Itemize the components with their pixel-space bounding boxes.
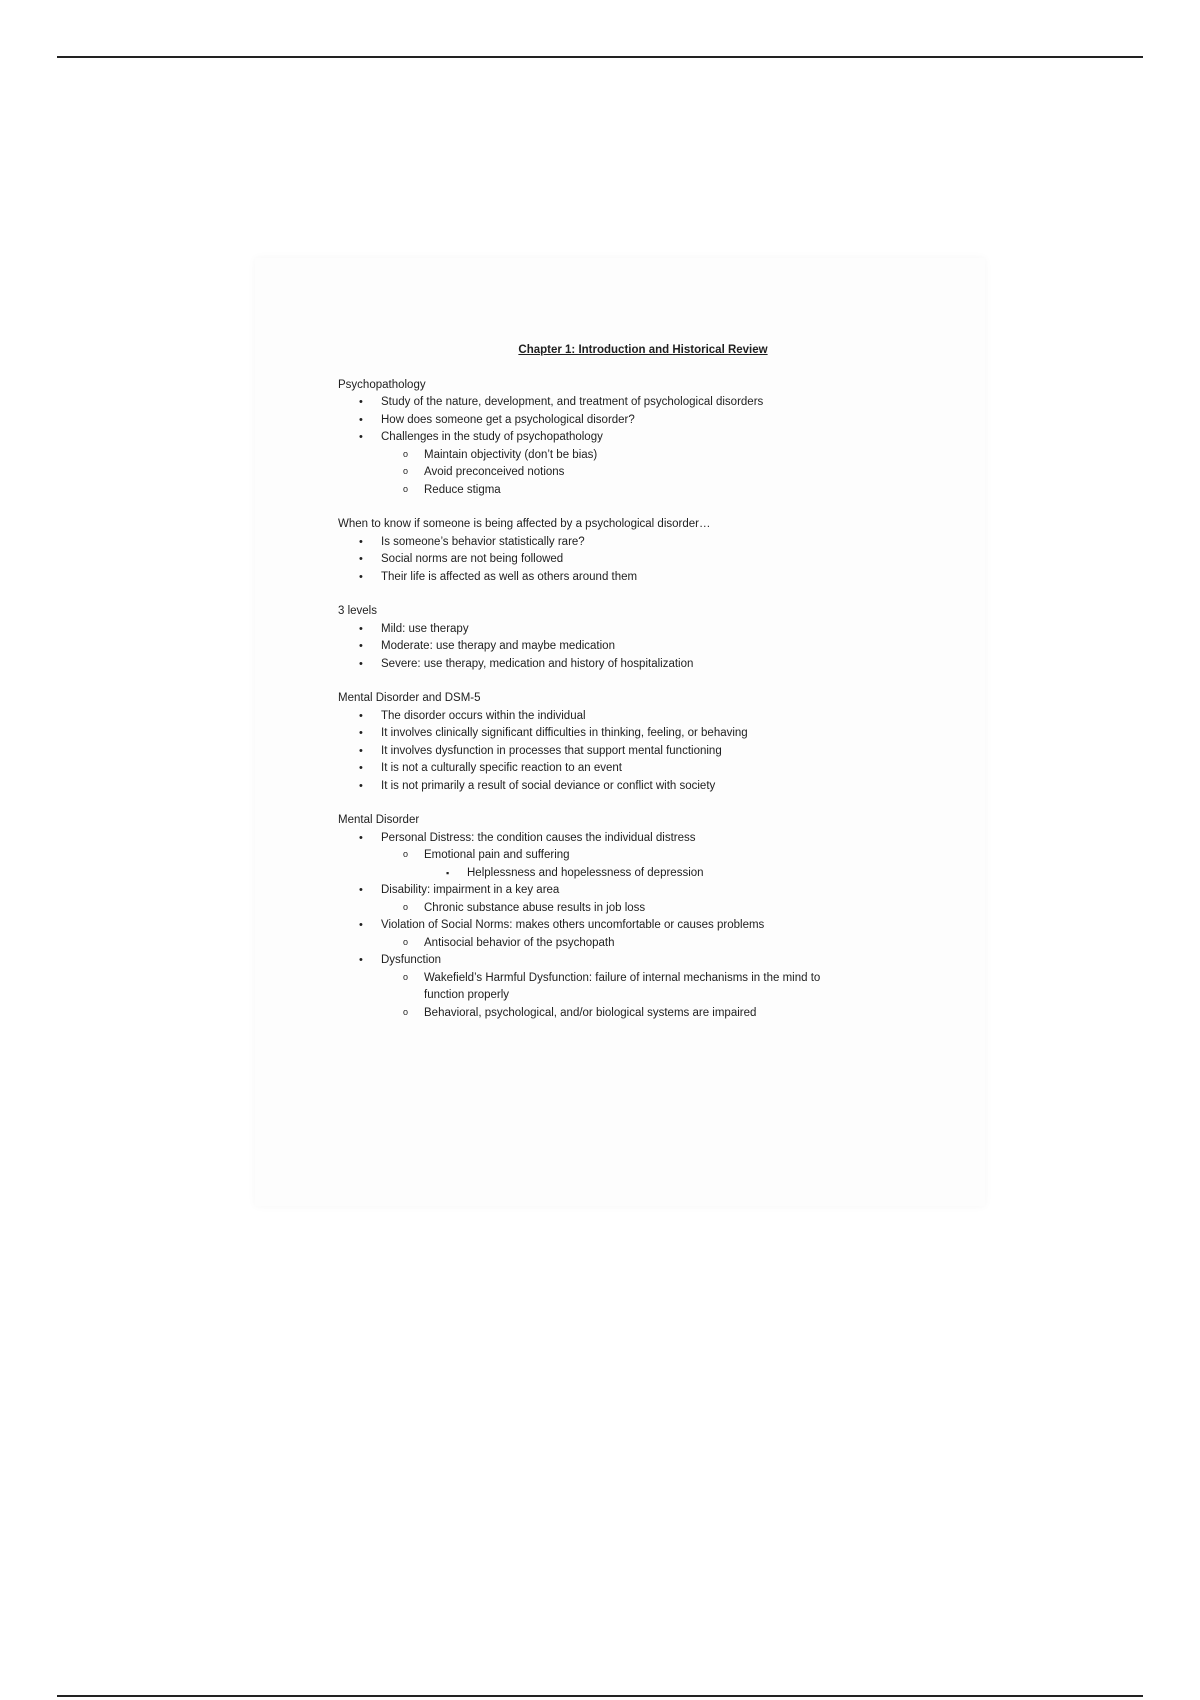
list-item: • Their life is affected as well as others around them: [338, 569, 938, 587]
sub-list-item: o Maintain objectivity (don’t be bias): [381, 447, 938, 465]
bullet-list: [338, 830, 938, 1023]
bullet-list: [338, 708, 938, 796]
sub-sub-list-item: ▪ Helplessness and hopelessness of depression: [424, 865, 938, 883]
list-item: • Study of the nature, development, and treatment of psychological disorders: [338, 394, 938, 412]
bullet-list: [338, 394, 938, 499]
sub-bullet-list: [381, 935, 938, 953]
section-heading: Mental Disorder and DSM-5: [338, 692, 481, 704]
list-item: • It is not a culturally specific reaction to an event: [338, 760, 938, 778]
bottom-rule: [57, 1695, 1143, 1697]
list-item-text: Dysfunction: [381, 954, 442, 966]
sub-list-item: [381, 970, 938, 1005]
sub-list-item: o Behavioral, psychological, and/or biological systems are impaired: [381, 1005, 938, 1023]
section-heading: Psychopathology: [338, 378, 426, 391]
list-item: • It is not primarily a result of social deviance or conflict with society: [338, 778, 938, 796]
bullet-list: [338, 621, 938, 674]
sub-list-item: o Reduce stigma: [381, 482, 938, 500]
sub-list-item: o Antisocial behavior of the psychopath: [381, 935, 938, 953]
section-psychopathology: [338, 377, 938, 500]
list-item: • Mild: use therapy: [338, 621, 938, 639]
section-heading: Mental Disorder: [338, 814, 420, 826]
list-item: [338, 429, 938, 499]
list-item: [338, 917, 938, 952]
list-item-text: Violation of Social Norms: makes others uncomfortable or causes problems: [381, 919, 765, 931]
list-item: [338, 830, 938, 883]
sub-list-item: o Avoid preconceived notions: [381, 464, 938, 482]
section-heading: 3 levels: [338, 605, 377, 617]
list-item-text: Personal Distress: the condition causes the individual distress: [381, 831, 696, 844]
section-3-levels: [338, 603, 938, 673]
list-item: • The disorder occurs within the individual: [338, 708, 938, 726]
list-item: • How does someone get a psychological disorder?: [338, 412, 938, 430]
sub-list-item: [381, 847, 938, 882]
list-item-text: Challenges in the study of psychopathology: [381, 431, 603, 443]
document-title: Chapter 1: Introduction and Historical Review: [518, 344, 768, 356]
list-item: [338, 952, 938, 1022]
section-mental-disorder-dsm5: [338, 690, 938, 795]
section-mental-disorder: [338, 812, 938, 1022]
bullet-list: [338, 534, 938, 587]
section-heading: When to know if someone is being affected by a psychological disorder…: [338, 518, 711, 530]
sub-list-item: o Chronic substance abuse results in job loss: [381, 900, 938, 918]
sub-bullet-list: [381, 970, 938, 1023]
list-item: • Is someone’s behavior statistically rare?: [338, 534, 938, 552]
document-content: [338, 342, 938, 1039]
sub-list-item-line: o Wakefield’s Harmful Dysfunction: failure of internal mechanisms in the mind to: [424, 971, 821, 984]
sub-bullet-list: [381, 447, 938, 500]
list-item: • Severe: use therapy, medication and history of hospitalization: [338, 656, 938, 674]
list-item: • It involves dysfunction in processes that support mental functioning: [338, 743, 938, 761]
sub-bullet-list: [381, 900, 938, 918]
list-item: • Social norms are not being followed: [338, 551, 938, 569]
list-item: • Moderate: use therapy and maybe medication: [338, 638, 938, 656]
list-item: [338, 882, 938, 917]
sub-list-item-text: Emotional pain and suffering: [424, 849, 570, 861]
top-rule: [57, 56, 1143, 58]
sub-bullet-list: [381, 847, 938, 882]
sub-sub-bullet-list: [424, 865, 938, 883]
document-page: [255, 258, 985, 1206]
list-item: • It involves clinically significant difficulties in thinking, feeling, or behaving: [338, 725, 938, 743]
list-item-text: Disability: impairment in a key area: [381, 884, 560, 896]
sub-list-item-line: function properly: [424, 989, 510, 1001]
section-when-to-know: [338, 516, 938, 586]
